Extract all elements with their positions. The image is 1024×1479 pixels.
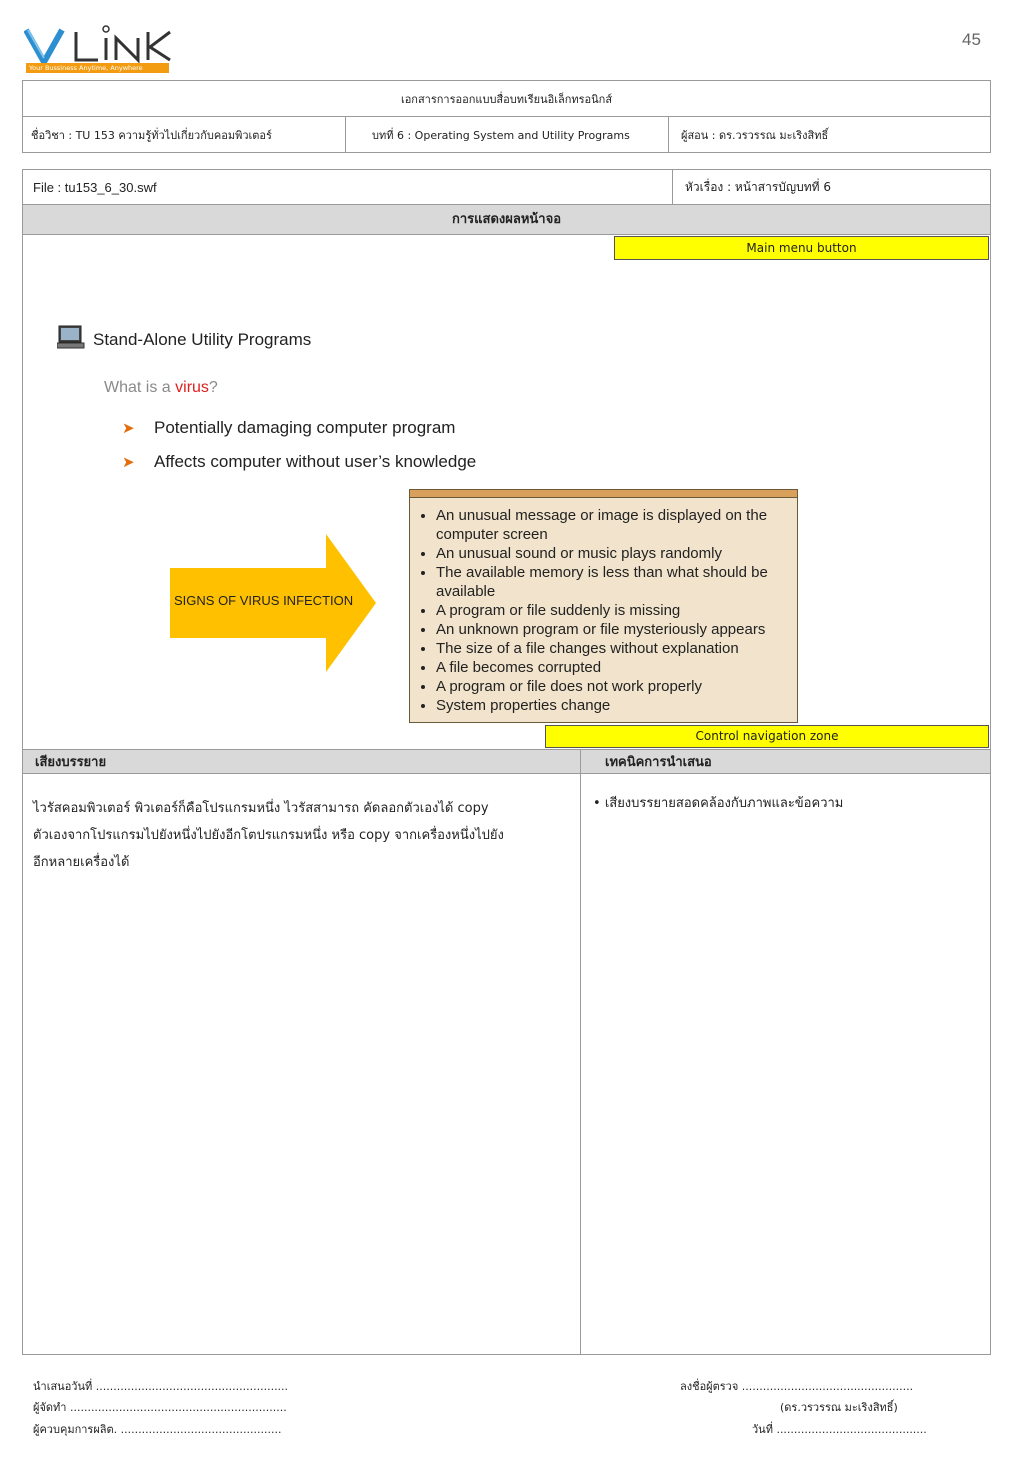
technique-header: เทคนิคการนำเสนอ <box>605 755 712 770</box>
page-number: 45 <box>962 30 981 49</box>
vlink-logo <box>24 22 174 74</box>
sign-item: • A file becomes corrupted <box>436 658 787 677</box>
signs-arrow-graphic <box>170 534 376 672</box>
signs-of-infection-list <box>409 489 798 723</box>
sign-item: • A program or file suddenly is missing <box>436 601 787 620</box>
file-name: File : tu153_6_30.swf <box>33 179 157 195</box>
instructor-name: ผู้สอน : ดร.วรวรรณ มะเริงสิทธิ์ <box>681 128 829 142</box>
sign-item: • The size of a file changes without explanation <box>436 639 787 658</box>
document-header-table <box>22 80 991 153</box>
bullet-item <box>122 418 455 438</box>
arrow-bullet-icon: ➤ <box>122 454 135 471</box>
technique-item: เสียงบรรยายสอดคล้องกับภาพและข้อความ <box>604 796 844 811</box>
arrow-label: SIGNS OF VIRUS INFECTION <box>174 593 354 608</box>
question-prefix: What is a <box>104 379 176 396</box>
computer-icon <box>57 325 85 349</box>
screen-display-header <box>23 204 990 235</box>
question-keyword: virus <box>175 379 209 396</box>
bullet-text: Potentially damaging computer program <box>154 418 456 437</box>
bullet-text: Affects computer without user’s knowledge <box>154 452 477 471</box>
topic-name: หัวเรื่อง : หน้าสารบัญบทที่ 6 <box>685 179 832 194</box>
technique-text <box>593 795 843 813</box>
main-menu-button-tag[interactable]: Main menu button <box>614 236 989 260</box>
sign-item: • The available memory is less than what should be available <box>436 563 787 601</box>
chapter-name: บทที่ 6 : Operating System and Utility Programs <box>372 128 630 142</box>
slide-heading: Stand-Alone Utility Programs <box>93 330 312 349</box>
sign-item: • An unknown program or file mysteriously appears <box>436 620 787 639</box>
question-suffix: ? <box>208 379 218 396</box>
narration-line: ตัวเองจากโปรแกรมไปยังหนึ่งไปยังอีกโตปรแกรมหนึ่ง หรือ copy จากเครื่องหนึ่งไปยัง <box>33 828 504 843</box>
course-name: ชื่อวิชา : TU 153 ความรู้ทั่วไปเกี่ยวกับคอมพิวเตอร์ <box>31 128 272 142</box>
supervisor-line: ผู้ควบคุมการผลิต. .............................................. <box>33 1423 282 1436</box>
bullet-item <box>122 452 476 472</box>
sign-item: • A program or file does not work properly <box>436 677 787 696</box>
bullet-dot-icon: • <box>593 796 605 811</box>
narration-text <box>33 795 573 876</box>
presented-date-line: นำเสนอวันที่ ....................................................... <box>33 1380 289 1393</box>
control-navigation-tag[interactable]: Control navigation zone <box>545 725 989 748</box>
sign-item: • An unusual message or image is displayed on the computer screen <box>436 506 787 544</box>
logo-tagline: Your Bussiness Anytime, Anywhere <box>26 63 169 73</box>
sign-item: • An unusual sound or music plays randomly <box>436 544 787 563</box>
reviewer-signature-line: ลงชื่อผู้ตรวจ ................................................. <box>680 1380 914 1393</box>
narration-header-bar <box>23 749 990 774</box>
reviewer-name: (ดร.วรวรรณ มะเริงสิทธิ์) <box>780 1401 898 1414</box>
virus-question <box>104 379 218 397</box>
arrow-bullet-icon: ➤ <box>122 420 135 437</box>
screen-display-title: การแสดงผลหน้าจอ <box>451 212 562 227</box>
narration-line: อีกหลายเครื่องได้ <box>33 855 130 870</box>
review-date-line: วันที่ ........................................... <box>752 1423 927 1436</box>
narration-header: เสียงบรรยาย <box>35 755 107 770</box>
producer-line: ผู้จัดทำ .............................................................. <box>33 1401 287 1414</box>
document-title: เอกสารการออกแบบสื่อบทเรียนอิเล็กทรอนิกส์ <box>400 92 613 106</box>
sign-item: • System properties change <box>436 696 787 715</box>
narration-line: ไวรัสคอมพิวเตอร์ พิวเตอร์ก็คือโปรแกรมหนึ่ง ไวรัสสามารถ คัดลอกตัวเองได้ copy <box>33 801 489 816</box>
